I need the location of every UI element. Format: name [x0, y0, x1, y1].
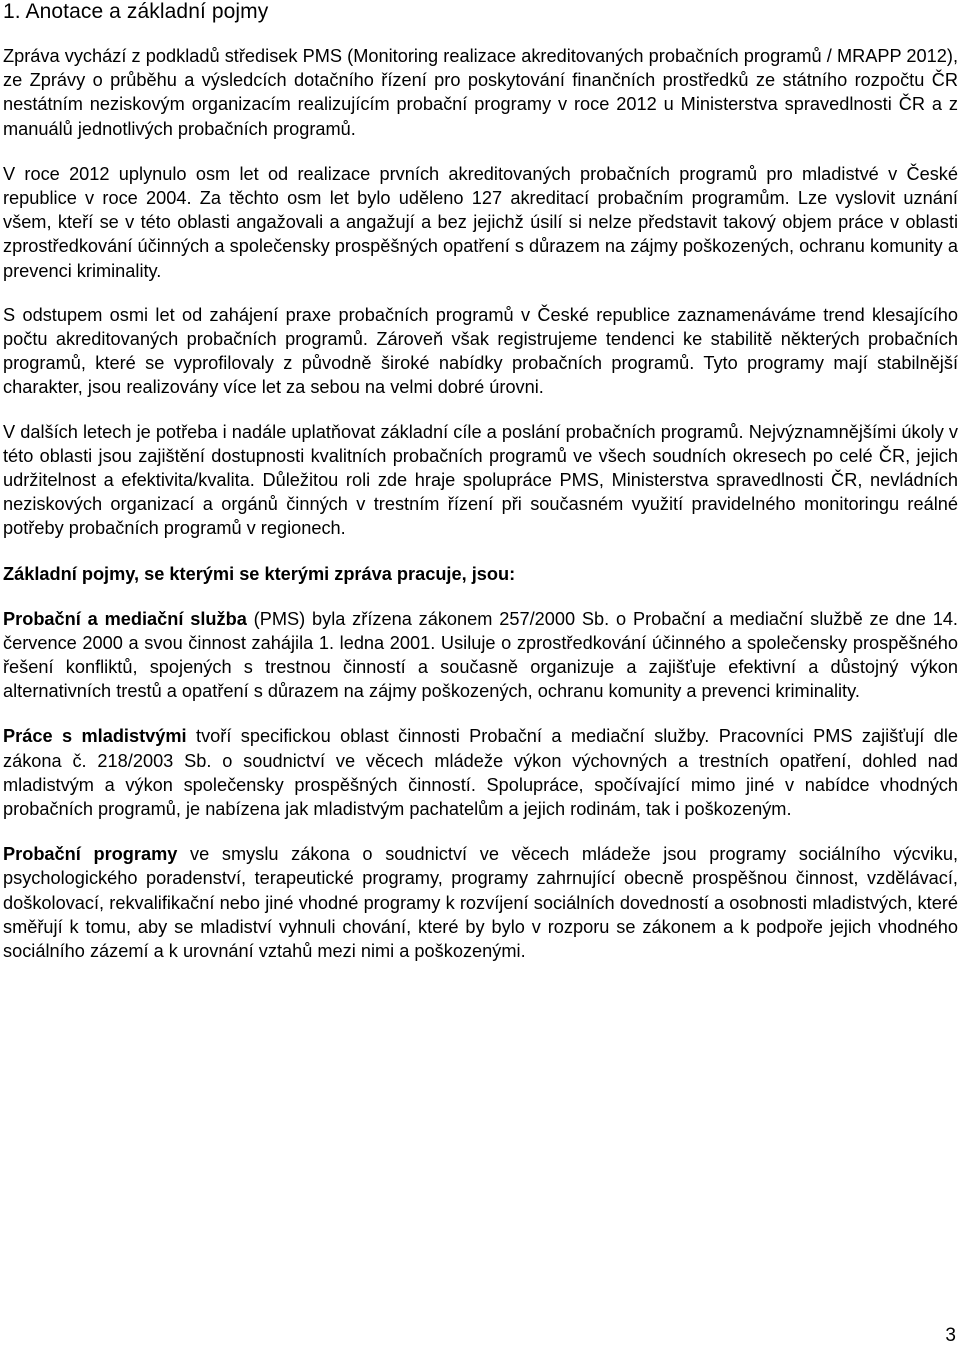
- term-pms-text: (PMS) byla zřízena zákonem 257/2000 Sb. o Probační a mediační službě ze dne 14. července 2000 a svou činnost zahájila 1. ledna 2001. Usiluje o zprostředkování účinného a společensky prospěšného řešení konfliktů, spojených s trestnou činností a současně organizuje a zajišťuje efektivní a důstojný výkon alternativních trestů a opatření s důrazem na zájmy poškozených, ochranu komunity a prevenci kriminality.: [3, 608, 958, 702]
- term-pms-title: Probační a mediační služba: [3, 608, 247, 629]
- document-page: [3, 0, 958, 963]
- term-probation-programs-title: Probační programy: [3, 844, 178, 865]
- paragraph-eight-years: V roce 2012 uplynulo osm let od realizace prvních akreditovaných probačních programů pro mladistvé v České republice v roce 2004. Za těchto osm let bylo uděleno 127 akreditací probačním programům. Lze vyslovit uznání všem, kteří se v této oblasti angažovali a angažují a bez jejichž úsilí si nelze představit takový objem práce v oblasti zprostředkování účinných a společensky prospěšných opatření s důrazem na zájmy poškozených, ochranu komunity a prevenci kriminality.: [3, 163, 958, 281]
- page-number: 3: [945, 1325, 956, 1346]
- paragraph-trend: S odstupem osmi let od zahájení praxe probačních programů v České republice zaznamenáváme trend klesajícího počtu akreditovaných probačních programů. Zároveň však registrujeme tendenci ke stabilitě některých probačních programů, které se vyprofilovaly z původně široké nabídky probačních programů. Tyto programy mají stabilnější charakter, jsou realizovány více let za sebou na velmi dobré úrovni.: [3, 304, 958, 398]
- paragraph-goals: V dalších letech je potřeba i nadále uplatňovat základní cíle a poslání probačních programů. Nejvýznamnějšími úkoly v této oblasti jsou zajištění dostupnosti kvalitních probačních programů ve všech soudních okresech po celé ČR, jejich udržitelnost a efektivita/kvalita. Důležitou roli zde hraje spolupráce PMS, Ministerstva spravedlnosti ČR, nevládních neziskových organizací a orgánů činných v trestním řízení při současném využití pravidelného monitoringu reálné potřeby probačních programů v regionech.: [3, 421, 958, 539]
- term-youth-work-title: Práce s mladistvými: [3, 726, 187, 747]
- section-heading: 1. Anotace a základní pojmy: [3, 0, 269, 23]
- paragraph-sources: Zpráva vychází z podkladů středisek PMS (Monitoring realizace akreditovaných probačních programů / MRAPP 2012), ze Zprávy o průběhu a výsledcích dotačního řízení pro poskytování finančních prostředků ze státního rozpočtu ČR nestátním neziskovým organizacím realizujícím probační programy v roce 2012 u Ministerstva spravedlnosti ČR a z manuálů jednotlivých probačních programů.: [3, 46, 958, 139]
- term-youth-work-text: tvoří specifickou oblast činnosti Probační a mediační služby. Pracovníci PMS zajišťují dle zákona č. 218/2003 Sb. o soudnictví ve věcech mládeže výkon výchovných a trestních opatření, dohled nad mladistvým a výkon společensky prospěšných činností. Spolupráce, spočívající mimo jiné v nabídce vhodných probačních programů, je nabízena jak mladistvým pachatelům a jejich rodinám, tak i poškozeným.: [3, 726, 958, 820]
- term-probation-programs-text: ve smyslu zákona o soudnictví ve věcech mládeže jsou programy sociálního výcviku, psychologického poradenství, terapeutické programy, programy zahrnující obecně prospěšnou činnost, vzdělávací, doškolovací, rekvalifikační nebo jiné vhodné programy k rozvíjení sociálních dovedností a osobnosti mladistvých, které směřují k tomu, aby se mladiství vyhnuli chování, které by bylo v rozporu se zákonem a k podpoře jejich vhodného sociálního zázemí a k urovnání vztahů mezi nimi a poškozenými.: [3, 844, 959, 962]
- terms-heading: Základní pojmy, se kterými se kterými zpráva pracuje, jsou:: [3, 563, 516, 584]
- term-probation-programs: [3, 842, 958, 963]
- term-youth-work: [3, 724, 958, 821]
- term-pms: [3, 607, 958, 704]
